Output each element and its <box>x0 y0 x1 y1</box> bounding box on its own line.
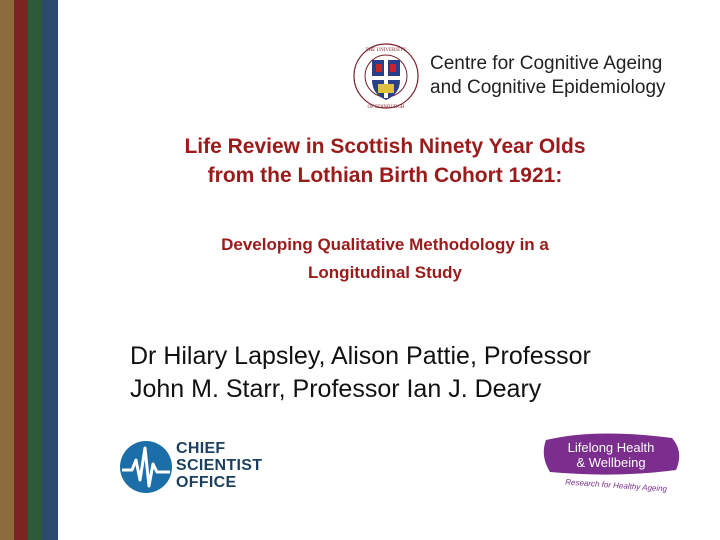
cso-line2: SCIENTIST <box>176 457 263 474</box>
authors <box>130 340 690 406</box>
presentation-title <box>95 132 675 190</box>
stripe-brown <box>0 0 14 540</box>
stripe-red <box>14 0 28 540</box>
subtitle-line2: Longitudinal Study <box>308 263 462 282</box>
presentation-subtitle <box>105 231 665 287</box>
lhw-tagline: Research for Healthy Ageing <box>564 477 668 494</box>
centre-name <box>430 52 666 100</box>
subtitle-line1: Developing Qualitative Methodology in a <box>221 235 549 254</box>
lhw-line2: & Wellbeing <box>576 455 646 470</box>
lhw-badge-icon <box>536 430 686 500</box>
cso-line3: OFFICE <box>176 474 237 491</box>
centre-name-line2: and Cognitive Epidemiology <box>430 77 666 98</box>
ccace-logo <box>352 42 682 112</box>
chief-scientist-office-logo <box>118 434 268 500</box>
authors-line2: John M. Starr, Professor Ian J. Deary <box>130 375 542 403</box>
title-line1: Life Review in Scottish Ninety Year Olds <box>184 135 586 158</box>
authors-line1: Dr Hilary Lapsley, Alison Pattie, Professor <box>130 342 591 370</box>
university-of-edinburgh-seal <box>352 42 420 110</box>
heartbeat-icon <box>118 434 174 500</box>
svg-text:THE UNIVERSITY: THE UNIVERSITY <box>365 48 407 53</box>
stripe-blue <box>42 0 58 540</box>
stripe-green <box>28 0 42 540</box>
svg-text:OF EDINBURGH: OF EDINBURGH <box>367 105 405 110</box>
centre-name-line1: Centre for Cognitive Ageing <box>430 53 663 74</box>
cso-line1: CHIEF <box>176 440 226 457</box>
cso-text <box>176 440 262 491</box>
lhw-line1: Lifelong Health <box>567 440 655 455</box>
decorative-side-stripes <box>0 0 60 540</box>
lifelong-health-wellbeing-logo <box>536 430 686 500</box>
title-line2: from the Lothian Birth Cohort 1921: <box>207 164 563 187</box>
